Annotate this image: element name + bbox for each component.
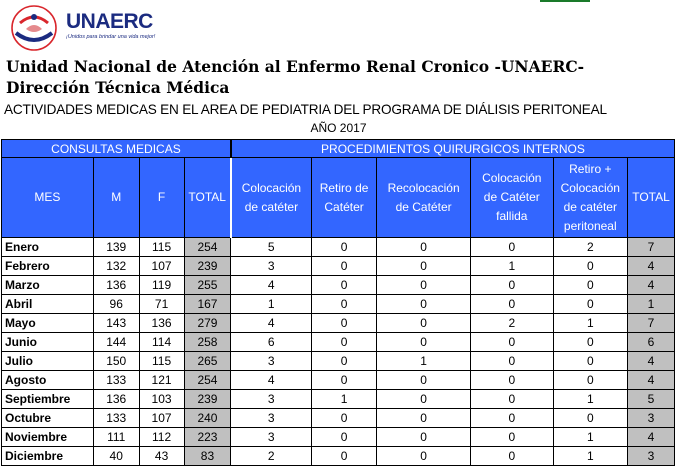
recolocacion-cell: 0 bbox=[377, 447, 471, 466]
column-header-row bbox=[2, 158, 675, 238]
retiro-colocacion-cell: 1 bbox=[553, 314, 627, 333]
female-count-cell: 114 bbox=[139, 333, 184, 352]
table-row bbox=[2, 352, 675, 371]
logo-wordmark: UNAERC bbox=[66, 10, 153, 33]
table-row bbox=[2, 314, 675, 333]
retiro-cell: 0 bbox=[311, 295, 376, 314]
colocacion-cell: 2 bbox=[231, 447, 312, 466]
logo-emblem-icon bbox=[12, 6, 56, 50]
col-header-f: F bbox=[139, 158, 184, 238]
male-count-cell: 136 bbox=[93, 390, 139, 409]
consult-total-cell: 240 bbox=[184, 409, 231, 428]
table-row bbox=[2, 295, 675, 314]
table-row bbox=[2, 371, 675, 390]
department-title: Dirección Técnica Médica bbox=[6, 78, 230, 97]
retiro-cell: 0 bbox=[311, 276, 376, 295]
recolocacion-cell: 0 bbox=[377, 276, 471, 295]
report-subtitle: ACTIVIDADES MEDICAS EN EL AREA DE PEDIATRIA DEL PROGRAMA DE DIÁLISIS PERITONEAL bbox=[4, 102, 607, 117]
recolocacion-cell: 1 bbox=[377, 352, 471, 371]
colocacion-cell: 3 bbox=[231, 409, 312, 428]
procedure-total-cell: 3 bbox=[628, 447, 675, 466]
col-header-total-procedimientos: TOTAL bbox=[628, 158, 675, 238]
table-row bbox=[2, 409, 675, 428]
consult-total-cell: 83 bbox=[184, 447, 231, 466]
male-count-cell: 96 bbox=[93, 295, 139, 314]
female-count-cell: 115 bbox=[139, 238, 184, 257]
recolocacion-cell: 0 bbox=[377, 333, 471, 352]
fallida-cell: 0 bbox=[471, 390, 554, 409]
retiro-cell: 1 bbox=[311, 390, 376, 409]
fallida-cell: 0 bbox=[471, 276, 554, 295]
month-cell: Agosto bbox=[2, 371, 94, 390]
retiro-colocacion-cell: 0 bbox=[553, 371, 627, 390]
group-header-procedimientos: PROCEDIMIENTOS QUIRURGICOS INTERNOS bbox=[231, 140, 675, 158]
col-header-fallida: Colocación de Catéter fallida bbox=[471, 158, 554, 238]
retiro-colocacion-cell: 0 bbox=[553, 276, 627, 295]
female-count-cell: 71 bbox=[139, 295, 184, 314]
table-row bbox=[2, 238, 675, 257]
colocacion-cell: 4 bbox=[231, 276, 312, 295]
col-header-retiro-colocacion: Retiro + Colocación de catéter peritoneal bbox=[553, 158, 627, 238]
activities-table bbox=[1, 139, 675, 466]
recolocacion-cell: 0 bbox=[377, 314, 471, 333]
group-header-consultas: CONSULTAS MEDICAS bbox=[2, 140, 231, 158]
month-cell: Junio bbox=[2, 333, 94, 352]
female-count-cell: 103 bbox=[139, 390, 184, 409]
consult-total-cell: 258 bbox=[184, 333, 231, 352]
female-count-cell: 121 bbox=[139, 371, 184, 390]
decorative-bar bbox=[540, 0, 590, 2]
month-cell: Enero bbox=[2, 238, 94, 257]
fallida-cell: 0 bbox=[471, 371, 554, 390]
consult-total-cell: 255 bbox=[184, 276, 231, 295]
procedure-total-cell: 4 bbox=[628, 371, 675, 390]
fallida-cell: 0 bbox=[471, 447, 554, 466]
month-cell: Febrero bbox=[2, 257, 94, 276]
male-count-cell: 136 bbox=[93, 276, 139, 295]
procedure-total-cell: 6 bbox=[628, 333, 675, 352]
procedure-total-cell: 3 bbox=[628, 409, 675, 428]
table-body bbox=[2, 238, 675, 466]
col-header-recolocacion: Recolocación de Catéter bbox=[377, 158, 471, 238]
group-header-row bbox=[2, 140, 675, 158]
consult-total-cell: 239 bbox=[184, 390, 231, 409]
retiro-colocacion-cell: 0 bbox=[553, 333, 627, 352]
male-count-cell: 150 bbox=[93, 352, 139, 371]
male-count-cell: 133 bbox=[93, 409, 139, 428]
month-cell: Julio bbox=[2, 352, 94, 371]
month-cell: Octubre bbox=[2, 409, 94, 428]
procedure-total-cell: 4 bbox=[628, 276, 675, 295]
colocacion-cell: 3 bbox=[231, 257, 312, 276]
female-count-cell: 107 bbox=[139, 409, 184, 428]
male-count-cell: 133 bbox=[93, 371, 139, 390]
retiro-colocacion-cell: 1 bbox=[553, 390, 627, 409]
male-count-cell: 111 bbox=[93, 428, 139, 447]
fallida-cell: 0 bbox=[471, 409, 554, 428]
procedure-total-cell: 7 bbox=[628, 314, 675, 333]
document-title: Unidad Nacional de Atención al Enfermo Renal Cronico -UNAERC- bbox=[6, 57, 585, 76]
retiro-colocacion-cell: 0 bbox=[553, 352, 627, 371]
month-cell: Noviembre bbox=[2, 428, 94, 447]
colocacion-cell: 3 bbox=[231, 352, 312, 371]
fallida-cell: 1 bbox=[471, 257, 554, 276]
retiro-cell: 0 bbox=[311, 314, 376, 333]
retiro-cell: 0 bbox=[311, 447, 376, 466]
fallida-cell: 0 bbox=[471, 428, 554, 447]
retiro-colocacion-cell: 1 bbox=[553, 447, 627, 466]
procedure-total-cell: 7 bbox=[628, 238, 675, 257]
consult-total-cell: 254 bbox=[184, 371, 231, 390]
male-count-cell: 139 bbox=[93, 238, 139, 257]
table-row bbox=[2, 276, 675, 295]
col-header-colocacion: Colocación de catéter bbox=[231, 158, 312, 238]
fallida-cell: 0 bbox=[471, 352, 554, 371]
female-count-cell: 136 bbox=[139, 314, 184, 333]
consult-total-cell: 167 bbox=[184, 295, 231, 314]
male-count-cell: 144 bbox=[93, 333, 139, 352]
consult-total-cell: 239 bbox=[184, 257, 231, 276]
consult-total-cell: 265 bbox=[184, 352, 231, 371]
colocacion-cell: 3 bbox=[231, 390, 312, 409]
col-header-total: TOTAL bbox=[184, 158, 231, 238]
procedure-total-cell: 4 bbox=[628, 257, 675, 276]
procedure-total-cell: 5 bbox=[628, 390, 675, 409]
colocacion-cell: 6 bbox=[231, 333, 312, 352]
retiro-colocacion-cell: 0 bbox=[553, 295, 627, 314]
fallida-cell: 0 bbox=[471, 333, 554, 352]
recolocacion-cell: 0 bbox=[377, 428, 471, 447]
colocacion-cell: 4 bbox=[231, 314, 312, 333]
male-count-cell: 40 bbox=[93, 447, 139, 466]
retiro-cell: 0 bbox=[311, 371, 376, 390]
recolocacion-cell: 0 bbox=[377, 238, 471, 257]
logo-tagline: ¡Unidos para brindar una vida mejor! bbox=[66, 34, 156, 40]
recolocacion-cell: 0 bbox=[377, 295, 471, 314]
recolocacion-cell: 0 bbox=[377, 257, 471, 276]
retiro-cell: 0 bbox=[311, 352, 376, 371]
report-year: AÑO 2017 bbox=[310, 121, 367, 135]
month-cell: Septiembre bbox=[2, 390, 94, 409]
colocacion-cell: 5 bbox=[231, 238, 312, 257]
female-count-cell: 115 bbox=[139, 352, 184, 371]
retiro-colocacion-cell: 0 bbox=[553, 409, 627, 428]
col-header-m: M bbox=[93, 158, 139, 238]
colocacion-cell: 4 bbox=[231, 371, 312, 390]
recolocacion-cell: 0 bbox=[377, 409, 471, 428]
female-count-cell: 112 bbox=[139, 428, 184, 447]
retiro-cell: 0 bbox=[311, 257, 376, 276]
month-cell: Abril bbox=[2, 295, 94, 314]
month-cell: Diciembre bbox=[2, 447, 94, 466]
retiro-cell: 0 bbox=[311, 428, 376, 447]
month-cell: Marzo bbox=[2, 276, 94, 295]
col-header-mes: MES bbox=[2, 158, 94, 238]
fallida-cell: 0 bbox=[471, 238, 554, 257]
fallida-cell: 2 bbox=[471, 314, 554, 333]
table-row bbox=[2, 447, 675, 466]
retiro-colocacion-cell: 0 bbox=[553, 257, 627, 276]
consult-total-cell: 279 bbox=[184, 314, 231, 333]
procedure-total-cell: 4 bbox=[628, 428, 675, 447]
female-count-cell: 43 bbox=[139, 447, 184, 466]
table-row bbox=[2, 428, 675, 447]
procedure-total-cell: 1 bbox=[628, 295, 675, 314]
male-count-cell: 143 bbox=[93, 314, 139, 333]
table-row bbox=[2, 257, 675, 276]
col-header-retiro: Retiro de Catéter bbox=[311, 158, 376, 238]
female-count-cell: 107 bbox=[139, 257, 184, 276]
consult-total-cell: 223 bbox=[184, 428, 231, 447]
colocacion-cell: 1 bbox=[231, 295, 312, 314]
retiro-cell: 0 bbox=[311, 238, 376, 257]
table-row bbox=[2, 390, 675, 409]
table-row bbox=[2, 333, 675, 352]
colocacion-cell: 3 bbox=[231, 428, 312, 447]
procedure-total-cell: 4 bbox=[628, 352, 675, 371]
recolocacion-cell: 0 bbox=[377, 390, 471, 409]
recolocacion-cell: 0 bbox=[377, 371, 471, 390]
retiro-colocacion-cell: 2 bbox=[553, 238, 627, 257]
retiro-cell: 0 bbox=[311, 333, 376, 352]
consult-total-cell: 254 bbox=[184, 238, 231, 257]
fallida-cell: 0 bbox=[471, 295, 554, 314]
retiro-colocacion-cell: 1 bbox=[553, 428, 627, 447]
retiro-cell: 0 bbox=[311, 409, 376, 428]
month-cell: Mayo bbox=[2, 314, 94, 333]
male-count-cell: 132 bbox=[93, 257, 139, 276]
female-count-cell: 119 bbox=[139, 276, 184, 295]
